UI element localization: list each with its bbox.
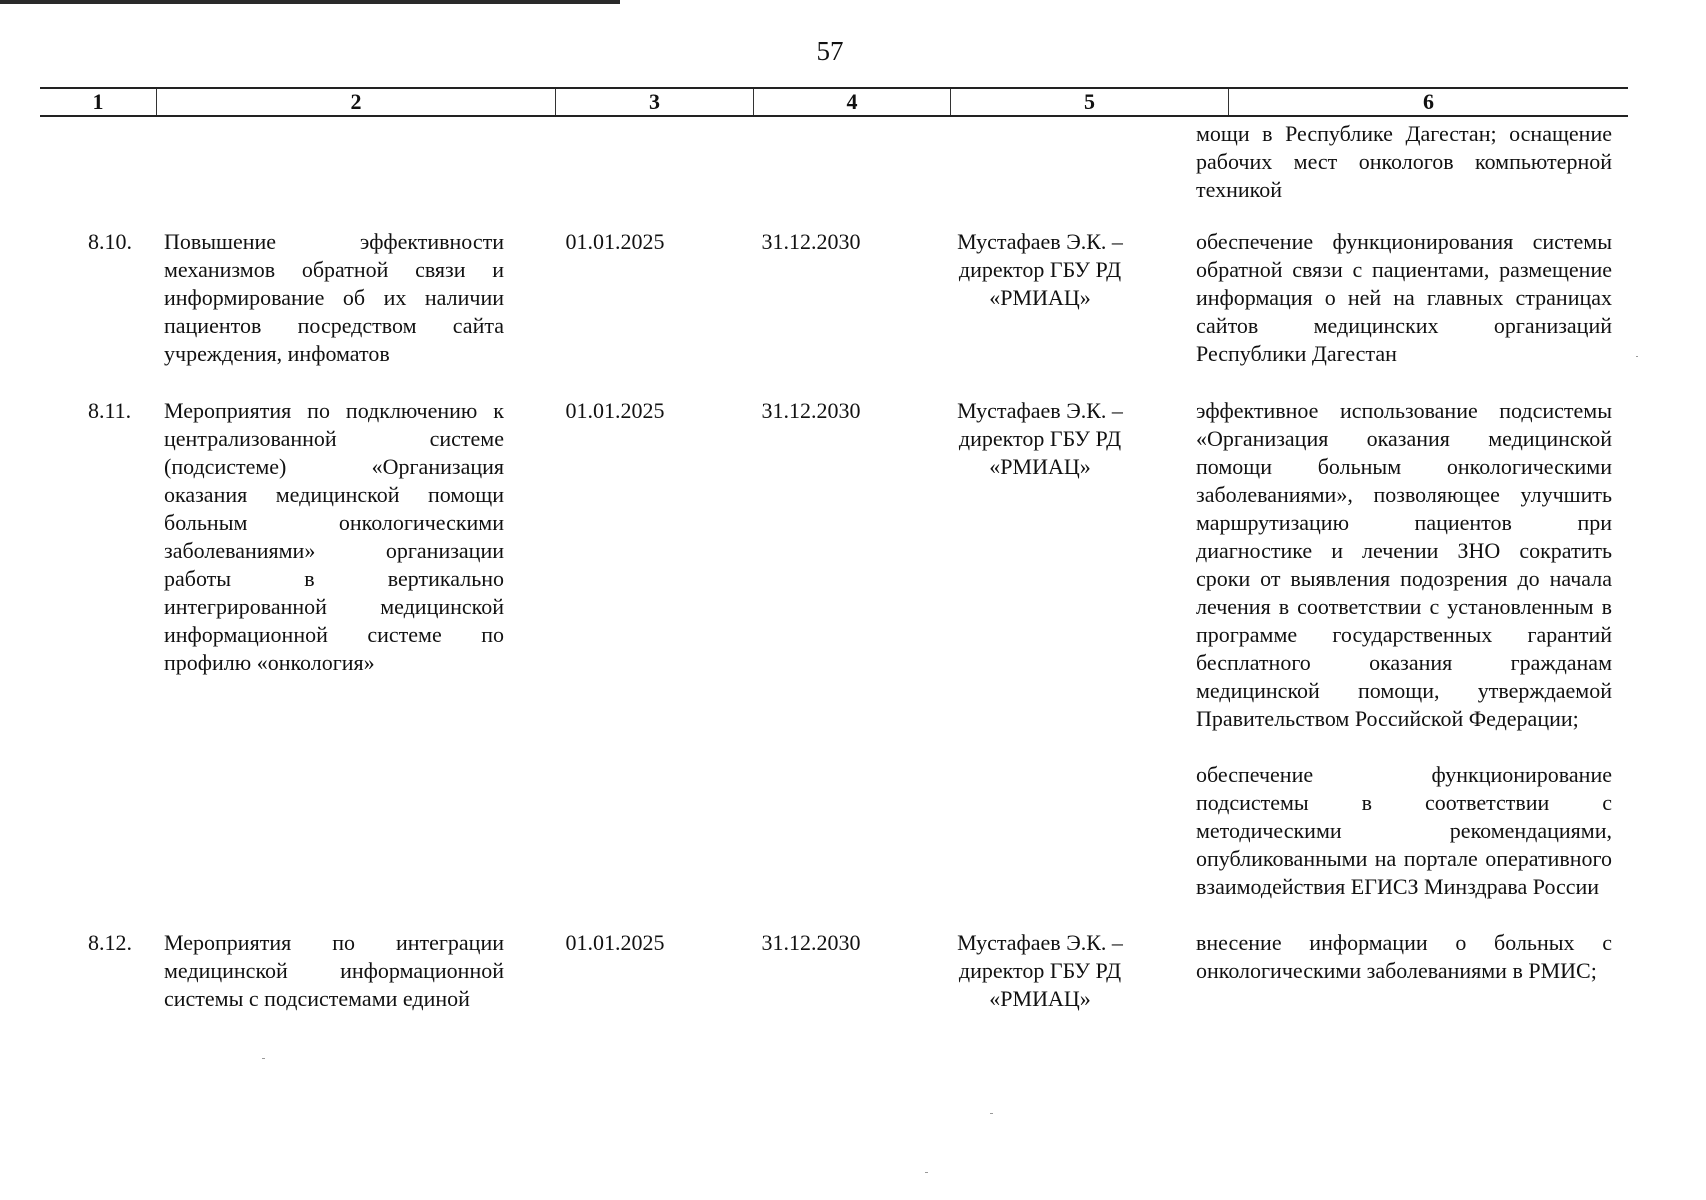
row-end-date: 31.12.2030 xyxy=(761,229,861,254)
row-start-date: 01.01.2025 xyxy=(565,229,665,254)
column-header-2: 2 xyxy=(350,89,362,114)
scan-speck xyxy=(925,1172,928,1173)
table-header-row xyxy=(40,87,1628,117)
page-number: 57 xyxy=(816,36,844,66)
scan-edge-shadow xyxy=(0,0,620,4)
continuation-result-text: мощи в Республике Дагестан; оснащение рабочих мест онкологов компьютерной техникой xyxy=(1196,121,1612,202)
row-start-date: 01.01.2025 xyxy=(565,930,665,955)
row-end-date: 31.12.2030 xyxy=(761,930,861,955)
row-description: Мероприятия по подключению к централизованной системе (подсистеме) «Организация оказания медицинской помощи больным онкологическими заболеваниями» организации работы в вертикально интегрированной медицинской информационной системе по профилю «онкология» xyxy=(164,398,504,675)
row-result-extra: обеспечение функционирование подсистемы в соответствии с методическими рекомендациями, опубликованными на портале оперативного взаимодействия ЕГИСЗ Минздрава России xyxy=(1196,762,1612,899)
row-result: внесение информации о больных с онкологическими заболеваниями в РМИС; xyxy=(1196,930,1612,983)
column-header-3: 3 xyxy=(649,89,660,114)
row-responsible: Мустафаев Э.К. – директор ГБУ РД «РМИАЦ» xyxy=(957,229,1123,310)
scan-speck xyxy=(262,1058,265,1059)
column-header-4: 4 xyxy=(846,89,858,114)
row-start-date: 01.01.2025 xyxy=(565,398,665,423)
row-result: обеспечение функционирования системы обратной связи с пациентами, размещение информация о ней на главных страницах сайтов медицинских организаций Республики Дагестан xyxy=(1196,229,1612,366)
row-responsible: Мустафаев Э.К. – директор ГБУ РД «РМИАЦ» xyxy=(957,930,1123,1011)
column-header-5: 5 xyxy=(1084,89,1095,114)
scan-speck xyxy=(1636,356,1638,357)
row-number: 8.10. xyxy=(88,229,132,254)
row-result: эффективное использование подсистемы «Организация оказания медицинской помощи больным онкологическими заболеваниями», позволяющее улучшить маршрутизацию пациентов при диагностике и лечении ЗНО сократить сроки от выявления подозрения до начала лечения в соответствии с установленным в программе государственных гарантий бесплатного оказания гражданам медицинской помощи, утверждаемой Правительством Российской Федерации; xyxy=(1196,398,1612,731)
scan-speck xyxy=(990,1113,993,1114)
row-end-date: 31.12.2030 xyxy=(761,398,861,423)
column-header-6: 6 xyxy=(1423,89,1434,114)
column-header-1: 1 xyxy=(92,89,104,114)
row-responsible: Мустафаев Э.К. – директор ГБУ РД «РМИАЦ» xyxy=(957,398,1123,479)
row-number: 8.12. xyxy=(88,930,132,955)
row-description: Мероприятия по интеграции медицинской информационной системы с подсистемами единой xyxy=(164,930,504,1011)
row-number: 8.11. xyxy=(88,398,132,423)
row-description: Повышение эффективности механизмов обратной связи и информирование об их наличии пациентов посредством сайта учреждения, инфоматов xyxy=(164,229,504,366)
